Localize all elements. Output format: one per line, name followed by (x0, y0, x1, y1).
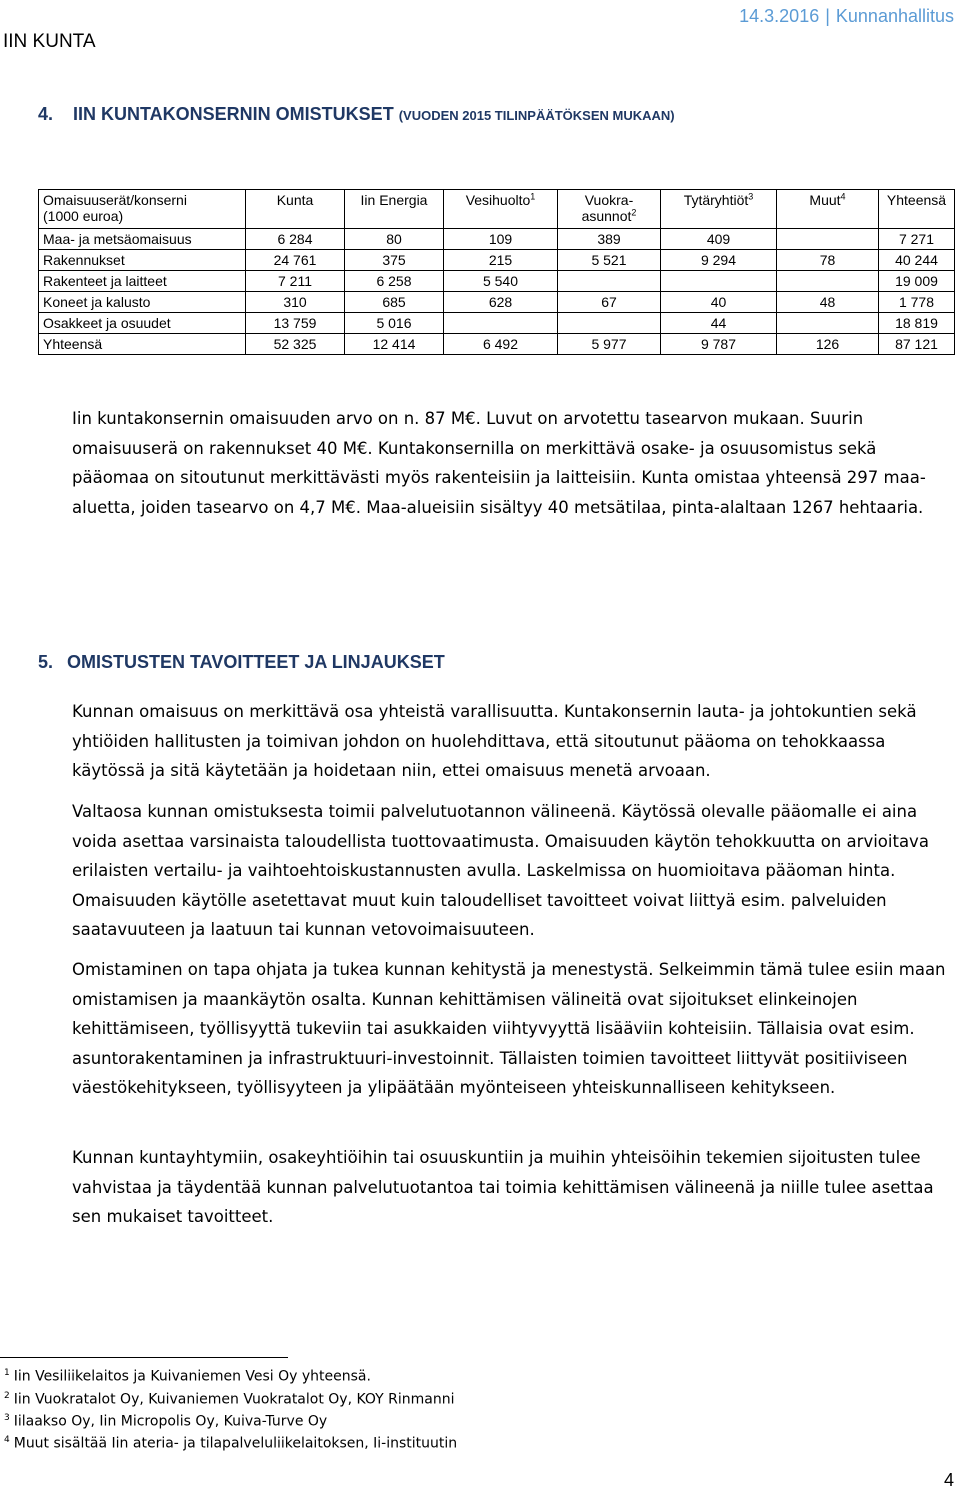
cell-vuokra (558, 271, 661, 292)
cell-vuokra: 5 521 (558, 250, 661, 271)
header-meta (739, 6, 954, 27)
header-cell-kunta: Kunta (246, 190, 345, 229)
cell-energia: 375 (345, 250, 444, 271)
cell-vesi: 6 492 (444, 334, 558, 355)
cell-vuokra: 67 (558, 292, 661, 313)
cell-vesi: 628 (444, 292, 558, 313)
cell-yht: 87 121 (879, 334, 955, 355)
header-cell-energia: Iin Energia (345, 190, 444, 229)
cell-tytar: 409 (661, 229, 777, 250)
header-municipality: IIN KUNTA (3, 31, 96, 52)
header-body: Kunnanhallitus (835, 6, 954, 26)
section-5-title: OMISTUSTEN TAVOITTEET JA LINJAUKSET (67, 652, 445, 672)
cell-energia: 6 258 (345, 271, 444, 292)
table-header-row (39, 190, 955, 229)
cell-yht: 7 271 (879, 229, 955, 250)
section-4-heading (38, 104, 675, 125)
footnote: $^2$ Iin Vuokratalot Oy, Kuivaniemen Vuokratalot Oy, KOY Rinmanni (4, 1391, 455, 1408)
cell-muut (777, 271, 879, 292)
section-4-number: 4. (38, 104, 54, 124)
row-label: Yhteensä (39, 334, 246, 355)
section-5-heading (38, 652, 445, 673)
cell-energia: 5 016 (345, 313, 444, 334)
assets-table (38, 189, 955, 355)
table-row (39, 313, 955, 334)
paragraph-asset-summary: Iin kuntakonsernin omaisuuden arvo on n. 87 M€. Luvut on arvotettu tasearvon mukaan. Suurin omaisuuserä on rakennukset 40 M€. Kuntakonsernilla on merkittävä osake- ja osuusomistus sekä pääomaa on sitoutunut merkittävästi myös rakenteisiin ja laitteisiin. Kunta omistaa yhteensä 297 maa-aluetta, joiden tasearvo on 4,7 M€. Maa-alueisiin sisältyy 40 metsätilaa, pinta-alaltaan 1267 hehtaaria. (72, 409, 926, 517)
section-5-number: 5. (38, 652, 54, 672)
cell-energia: 80 (345, 229, 444, 250)
section-4-subtitle: (VUODEN 2015 TILINPÄÄTÖKSEN MUKAAN) (398, 108, 675, 123)
header-separator: | (825, 6, 830, 26)
cell-kunta: 7 211 (246, 271, 345, 292)
cell-yht: 19 009 (879, 271, 955, 292)
table-row-total (39, 334, 955, 355)
header-cell-muut: Muut$^4$ (777, 190, 879, 229)
cell-muut: 78 (777, 250, 879, 271)
table-row (39, 292, 955, 313)
cell-yht: 40 244 (879, 250, 955, 271)
cell-muut: 126 (777, 334, 879, 355)
cell-yht: 18 819 (879, 313, 955, 334)
row-label: Maa- ja metsäomaisuus (39, 229, 246, 250)
cell-kunta: 6 284 (246, 229, 345, 250)
footnote-divider (0, 1357, 288, 1358)
header-cell-label: Omaisuuserät/konserni (1000 euroa) (39, 190, 246, 229)
cell-vesi: 215 (444, 250, 558, 271)
section-4-title: IIN KUNTAKONSERNIN OMISTUKSET (73, 104, 394, 124)
cell-tytar: 9 294 (661, 250, 777, 271)
paragraph-ownership-value: Kunnan omaisuus on merkittävä osa yhteistä varallisuutta. Kuntakonsernin lauta- ja johtokuntien sekä yhtiöiden hallitusten ja toimivan johdon on huolehdittava, että sitoutunut pääoma on tehokkaassa käytössä ja sitä käytetään ja hoidetaan niin, ettei omaisuus menetä arvoaan. (72, 702, 917, 780)
cell-vuokra: 5 977 (558, 334, 661, 355)
row-label: Rakenteet ja laitteet (39, 271, 246, 292)
footnote: $^3$ Iilaakso Oy, Iin Micropolis Oy, Kuiva-Turve Oy (4, 1413, 328, 1430)
paragraph-development: Omistaminen on tapa ohjata ja tukea kunnan kehitystä ja menestystä. Selkeimmin tämä tulee esiin maan omistamisen ja maankäytön osalta. Kunnan kehittämisen välineitä ovat sijoitukset elinkeinojen kehittämiseen, työllisyyttä tukeviin tai asukkaiden viihtyvyyttä lisääviin kohteisiin. Tällaisia ovat esim. asuntorakentaminen ja infrastruktuuri-investoinnit. Tällaisten toimien tavoitteet liittyvät positiiviseen väestökehitykseen, työllisyyteen ja ylipäätään myönteiseen yhteiskunnalliseen kehitykseen. (72, 960, 946, 1097)
footnote: $^1$ Iin Vesiliikelaitos ja Kuivaniemen Vesi Oy yhteensä. (4, 1368, 371, 1385)
cell-energia: 685 (345, 292, 444, 313)
row-label: Koneet ja kalusto (39, 292, 246, 313)
header-cell-tytar: Tytäryhtiöt$^3$ (661, 190, 777, 229)
cell-vesi (444, 313, 558, 334)
cell-vesi: 109 (444, 229, 558, 250)
cell-vuokra (558, 313, 661, 334)
header-cell-yhteensa: Yhteensä (879, 190, 955, 229)
cell-energia: 12 414 (345, 334, 444, 355)
cell-tytar: 44 (661, 313, 777, 334)
cell-vuokra: 389 (558, 229, 661, 250)
cell-muut: 48 (777, 292, 879, 313)
cell-vesi: 5 540 (444, 271, 558, 292)
row-label: Rakennukset (39, 250, 246, 271)
cell-muut (777, 313, 879, 334)
paragraph-investments: Kunnan kuntayhtymiin, osakeyhtiöihin tai osuuskuntiin ja muihin yhteisöihin tekemien sijoitusten tulee vahvistaa ja täydentää kunnan palvelutuotantoa tai toimia kehittämisen välineenä ja niille tulee asettaa sen mukaiset tavoitteet. (72, 1148, 934, 1226)
paragraph-service-production: Valtaosa kunnan omistuksesta toimii palvelutuotannon välineenä. Käytössä olevalle pääomalle ei aina voida asettaa varsinaista taloudellista tuottovaatimusta. Omaisuuden käytön tehokkuutta on arvioitava erilaisten vertailu- ja vaihtoehtoiskustannusten avulla. Laskelmissa on huomioitava pääoman hinta. Omaisuuden käytölle asetettavat muut kuin taloudelliset tavoitteet voivat liittyä esim. palveluiden saatavuuteen ja laatuun tai kunnan vetovoimaisuuteen. (72, 802, 929, 939)
table-row (39, 229, 955, 250)
page-number: 4 (943, 1470, 954, 1490)
cell-kunta: 52 325 (246, 334, 345, 355)
table-row (39, 271, 955, 292)
header-date: 14.3.2016 (739, 6, 820, 26)
cell-tytar: 9 787 (661, 334, 777, 355)
cell-tytar: 40 (661, 292, 777, 313)
cell-tytar (661, 271, 777, 292)
table-row (39, 250, 955, 271)
cell-muut (777, 229, 879, 250)
cell-yht: 1 778 (879, 292, 955, 313)
header-cell-vuokra: Vuokra- asunnot$^2$ (558, 190, 661, 229)
row-label: Osakkeet ja osuudet (39, 313, 246, 334)
header-cell-vesihuolto: Vesihuolto$^1$ (444, 190, 558, 229)
cell-kunta: 13 759 (246, 313, 345, 334)
cell-kunta: 310 (246, 292, 345, 313)
footnote: $^4$ Muut sisältää Iin ateria- ja tilapalveluliikelaitoksen, Ii-instituutin (4, 1435, 458, 1452)
cell-kunta: 24 761 (246, 250, 345, 271)
